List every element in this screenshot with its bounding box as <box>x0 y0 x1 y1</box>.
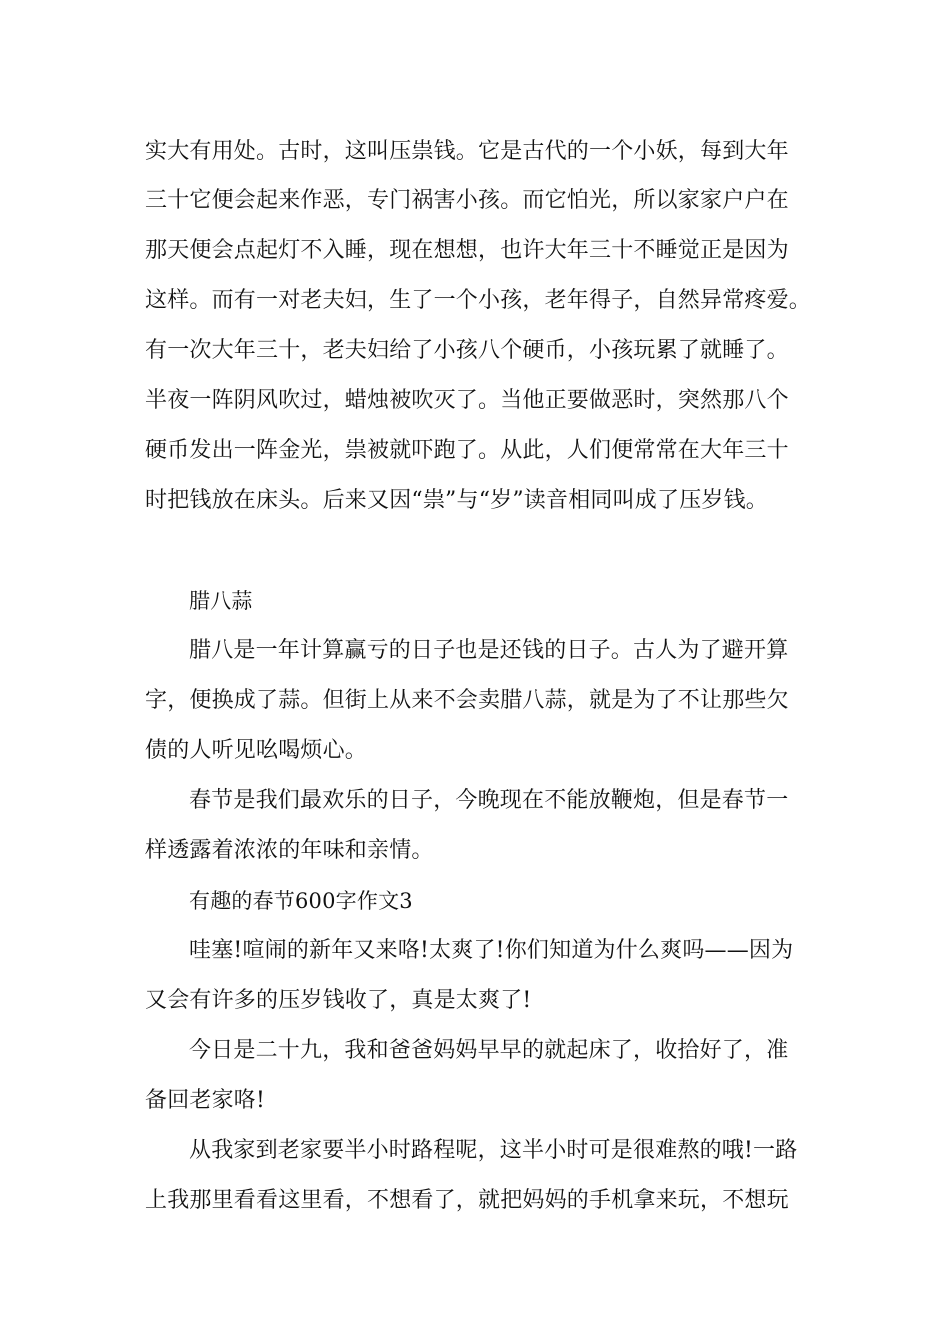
text-line: 今日是二十九，我和爸爸妈妈早早的就起床了，收拾好了，准 <box>189 1038 789 1063</box>
text-line: 哇塞!喧闹的新年又来咯!太爽了!你们知道为什么爽吗——因为 <box>189 938 794 963</box>
text-line: 时把钱放在床头。后来又因“祟”与“岁”读音相同叫成了压岁钱。 <box>145 488 768 513</box>
text-line: 字，便换成了蒜。但街上从来不会卖腊八蒜，就是为了不让那些欠 <box>145 688 789 713</box>
text-line: 那天便会点起灯不入睡，现在想想，也许大年三十不睡觉正是因为 <box>145 238 789 263</box>
text-line: 备回老家咯! <box>145 1088 266 1113</box>
text-line: 半夜一阵阴风吹过，蜡烛被吹灭了。当他正要做恶时，突然那八个 <box>145 388 789 413</box>
text-line: 腊八是一年计算赢亏的日子也是还钱的日子。古人为了避开算 <box>189 638 789 663</box>
text-line: 从我家到老家要半小时路程呢，这半小时可是很难熬的哦!一路 <box>189 1138 798 1163</box>
text-line: 三十它便会起来作恶，专门祸害小孩。而它怕光，所以家家户户在 <box>145 188 789 213</box>
text-line: 样透露着浓浓的年味和亲情。 <box>145 838 434 863</box>
text-line: 这样。而有一对老夫妇，生了一个小孩，老年得子，自然异常疼爱。 <box>145 288 812 313</box>
text-line: 上我那里看看这里看，不想看了，就把妈妈的手机拿来玩，不想玩 <box>145 1188 789 1213</box>
text-line: 春节是我们最欢乐的日子，今晚现在不能放鞭炮，但是春节一 <box>189 788 789 813</box>
text-line: 有一次大年三十，老夫妇给了小孩八个硬币，小孩玩累了就睡了。 <box>145 338 789 363</box>
text-line: 债的人听见吆喝烦心。 <box>145 738 368 763</box>
section-heading: 腊八蒜 <box>189 589 253 613</box>
text-line: 又会有许多的压岁钱收了，真是太爽了! <box>145 988 532 1013</box>
text-line: 实大有用处。古时，这叫压祟钱。它是古代的一个小妖，每到大年 <box>145 139 789 164</box>
essay-title: 有趣的春节600字作文3 <box>189 889 413 913</box>
text-line: 硬币发出一阵金光，祟被就吓跑了。从此，人们便常常在大年三十 <box>145 438 789 463</box>
